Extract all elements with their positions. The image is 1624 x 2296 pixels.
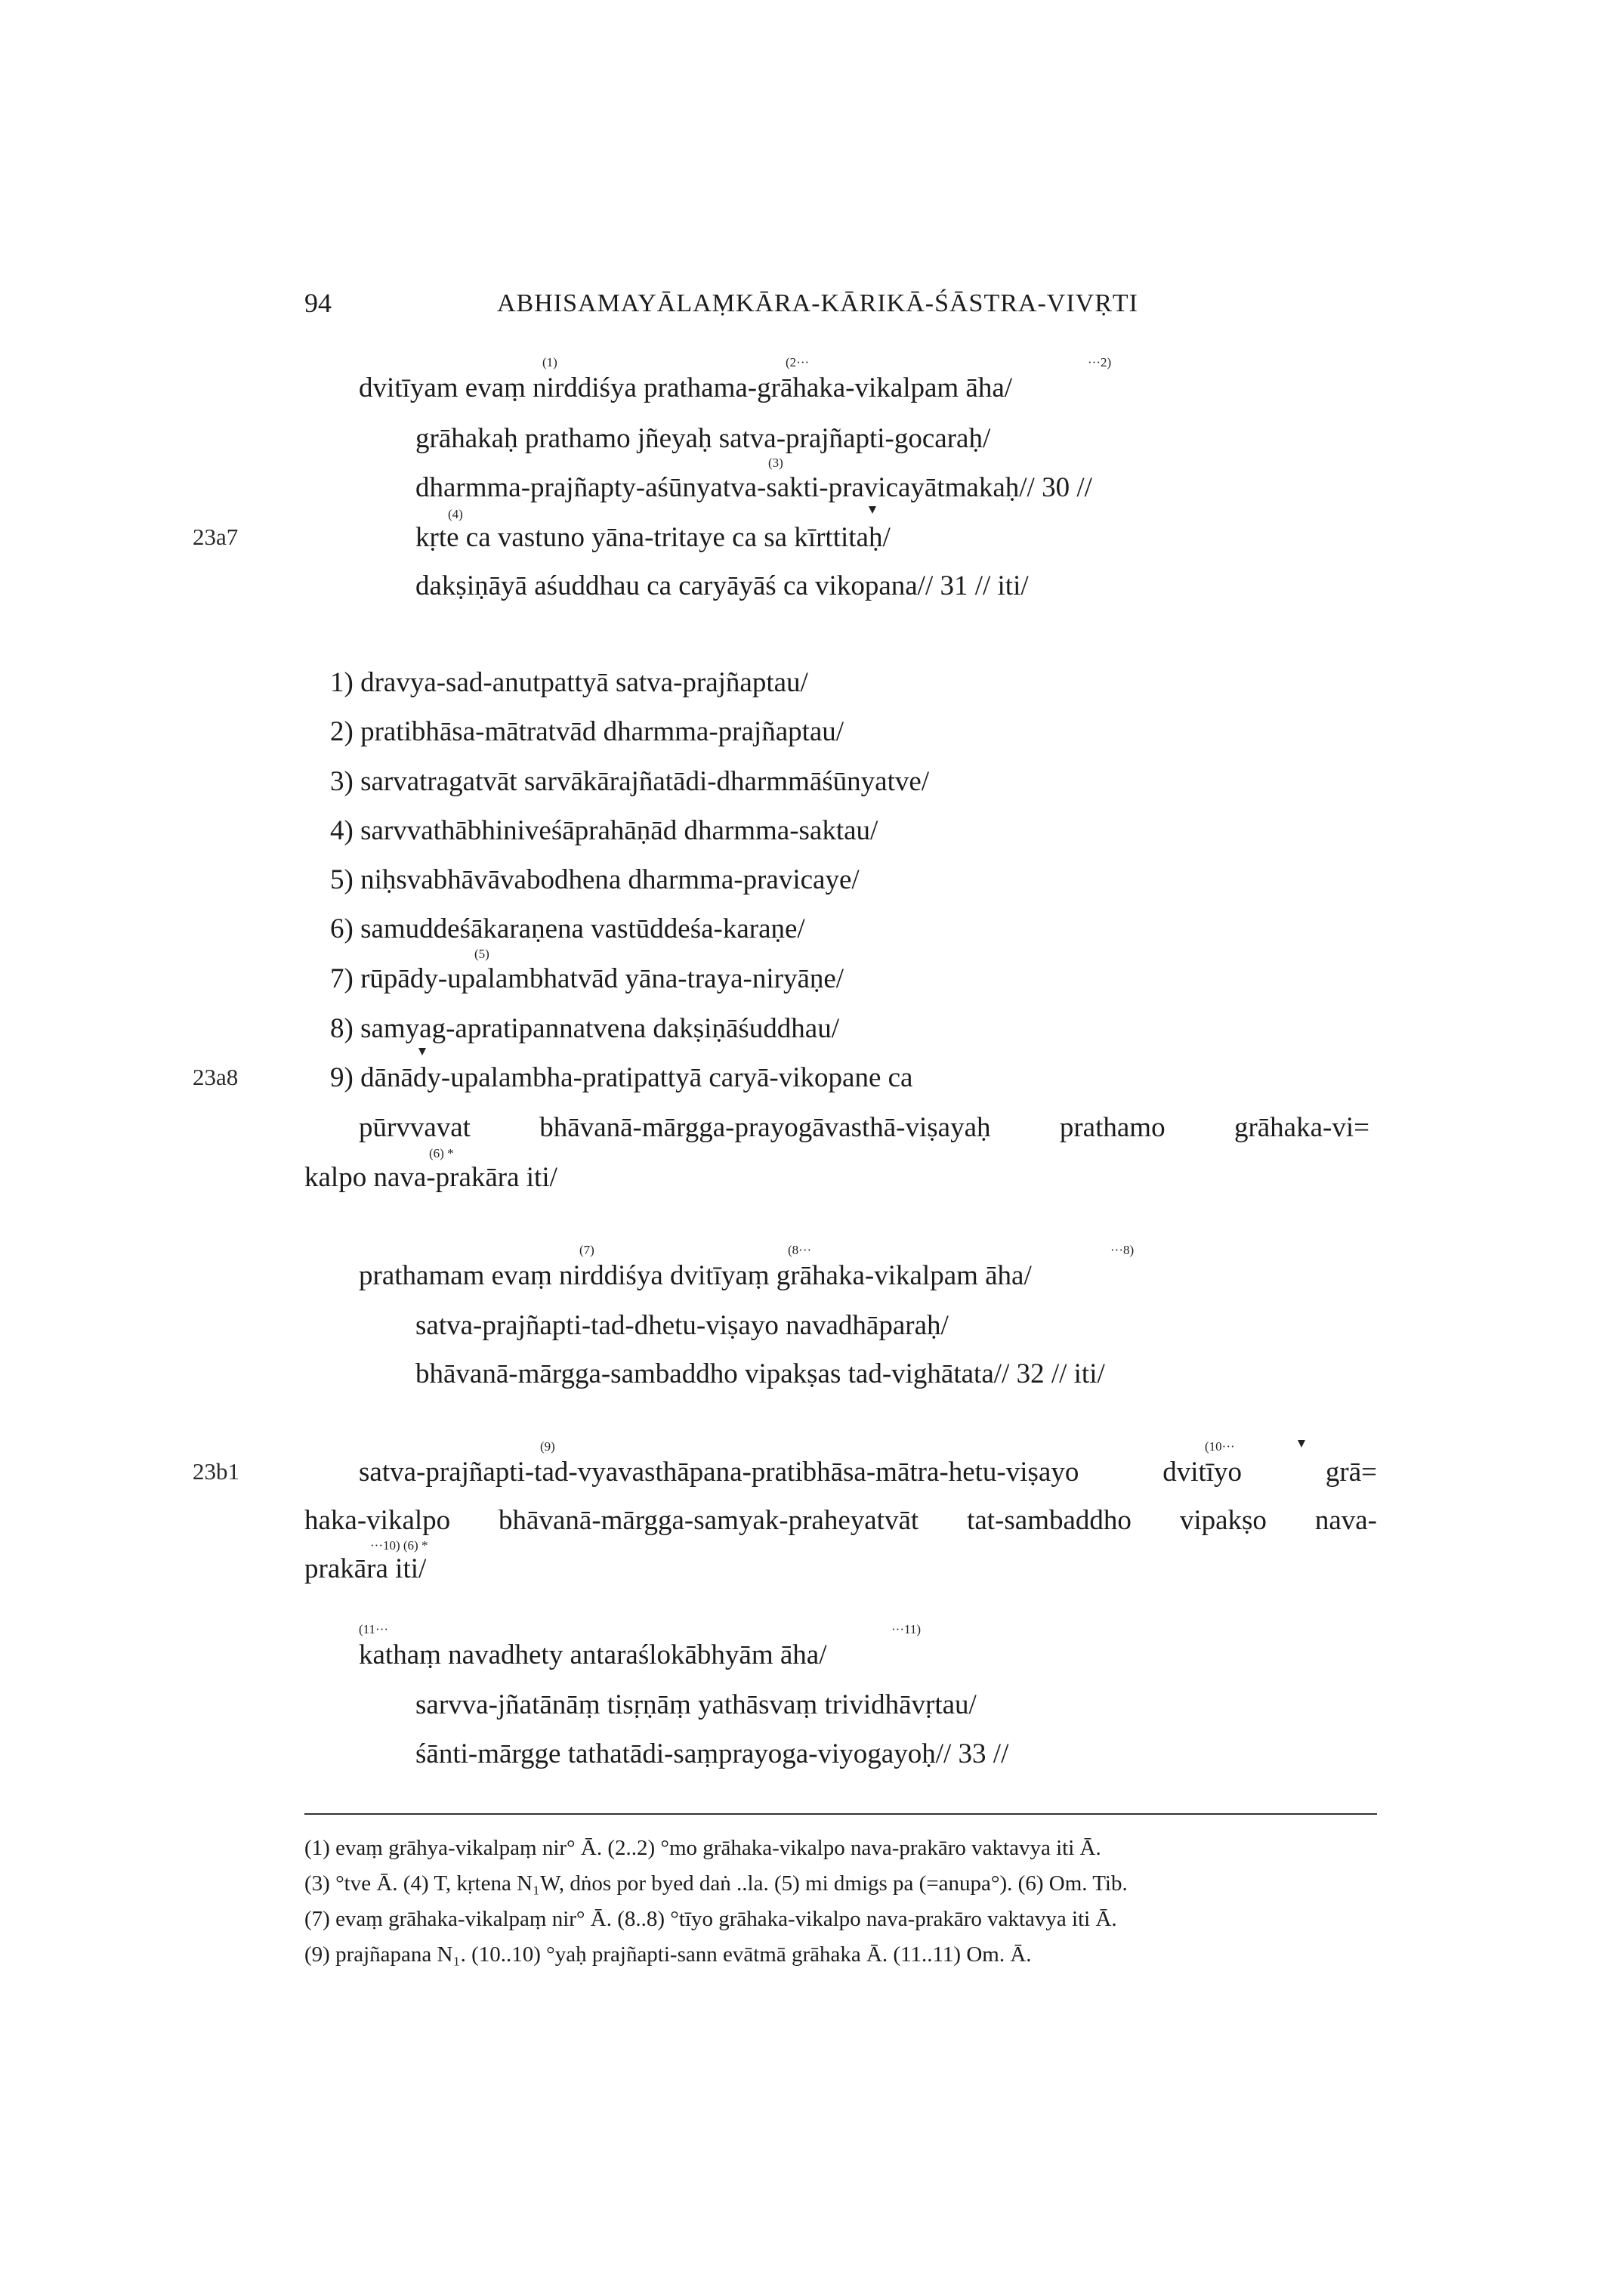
footnote-marker-4: (4) [448, 507, 463, 521]
list-item: 3) sarvatragatvāt sarvākārajñatādi-dharmmāśūnyatve/ [330, 766, 930, 797]
paragraph-line: prakāra iti/ [304, 1553, 427, 1584]
footnote-line: (9) prajñapana N₁. (10..10) °yaḥ prajñapti-sann evātmā grāhaka Ā. (11..11) Om. Ā. [304, 1942, 1032, 1967]
division-mark-icon [418, 1048, 426, 1055]
footnote-marker-10-open: (10··· [1205, 1439, 1235, 1454]
footnote-marker-10-close: ···10) (6) * [370, 1538, 428, 1553]
list-item: 1) dravya-sad-anutpattyā satva-prajñaptau/ [330, 667, 808, 698]
list-item: 8) samyag-apratipannatvena dakṣiṇāśuddhau/ [330, 1013, 839, 1044]
footnote-marker-8-close: ···8) [1110, 1243, 1135, 1257]
footnote-divider [304, 1813, 1377, 1815]
footnote-marker-5: (5) [474, 947, 489, 961]
page-number: 94 [304, 288, 332, 318]
paragraph-line: haka-vikalpo bhāvanā-mārgga-samyak-praheyatvāt tat-sambaddho vipakṣo nava- [304, 1505, 1377, 1536]
block3-intro: kathaṃ navadhety antaraślokābhyām āha/ [359, 1639, 827, 1670]
block1-intro: dvitīyam evaṃ nirddiśya prathama-grāhaka-vikalpam āha/ [359, 372, 1013, 403]
margin-ref: 23a7 [193, 524, 239, 550]
verse-line: bhāvanā-mārgga-sambaddho vipakṣas tad-vighātata// 32 // iti/ [415, 1358, 1105, 1389]
footnote-line: (1) evaṃ grāhya-vikalpaṃ nir° Ā. (2..2) °mo grāhaka-vikalpo nava-prakāro vaktavya iti Ā. [304, 1836, 1101, 1860]
list-item: 6) samuddeśākaraṇena vastūddeśa-karaṇe/ [330, 913, 805, 944]
verse-line: dakṣiṇāyā aśuddhau ca caryāyāś ca vikopana// 31 // iti/ [415, 570, 1029, 601]
footnote-marker-3: (3) [768, 456, 783, 470]
footnote-marker-9: (9) [540, 1439, 555, 1454]
verse-line: grāhakaḥ prathamo jñeyaḥ satva-prajñapti-gocaraḥ/ [415, 423, 991, 454]
list-item: 7) rūpādy-upalambhatvād yāna-traya-niryāṇe/ [330, 963, 844, 994]
footnote-marker-1: (1) [542, 355, 557, 369]
margin-ref: 23b1 [193, 1458, 239, 1485]
running-title: ABHISAMAYĀLAṂKĀRA-KĀRIKĀ-ŚĀSTRA-VIVṚTI [497, 289, 1138, 317]
margin-ref: 23a8 [193, 1064, 239, 1090]
list-item: 5) niḥsvabhāvāvabodhena dharmma-pravicaye/ [330, 864, 860, 895]
footnote-line: (7) evaṃ grāhaka-vikalpaṃ nir° Ā. (8..8) °tīyo grāhaka-vikalpo nava-prakāro vaktavya iti Ā. [304, 1907, 1117, 1931]
footnote-marker-7: (7) [579, 1243, 594, 1257]
list-item: 2) pratibhāsa-mātratvād dharmma-prajñaptau/ [330, 716, 844, 747]
block2-intro: prathamam evaṃ nirddiśya dvitīyaṃ grāhaka-vikalpam āha/ [359, 1260, 1032, 1291]
verse-line: sarvva-jñatānāṃ tisṛṇāṃ yathāsvaṃ trividhāvṛtau/ [415, 1689, 977, 1720]
paragraph-line: satva-prajñapti-tad-vyavasthāpana-pratibhāsa-mātra-hetu-viṣayo dvitīyo grā= [359, 1457, 1377, 1488]
footnote-marker-11-close: ···11) [891, 1622, 922, 1636]
paragraph-line: kalpo nava-prakāra iti/ [304, 1162, 557, 1193]
footnote-line: (3) °tve Ā. (4) T, kṛtena N₁W, dṅos por byed daṅ ..la. (5) mi dmigs pa (=anupa°). (6) Om. Tib. [304, 1871, 1128, 1896]
verse-line: dharmma-prajñapty-aśūnyatva-sakti-pravicayātmakaḥ// 30 // [415, 472, 1092, 503]
verse-line: kṛte ca vastuno yāna-tritaye ca sa kīrttitaḥ/ [415, 522, 891, 553]
paragraph-line: pūrvvavat bhāvanā-mārgga-prayogāvasthā-viṣayaḥ prathamo grāhaka-vi= [359, 1112, 1369, 1143]
footnote-marker-2-close: ···2) [1088, 355, 1112, 369]
footnote-marker-8-open: (8··· [788, 1243, 812, 1257]
division-mark-icon [869, 506, 876, 514]
division-mark-icon [1298, 1440, 1305, 1448]
footnote-marker-6: (6) * [429, 1146, 454, 1160]
footnote-marker-11-open: (11··· [359, 1622, 389, 1636]
list-item: 9) dānādy-upalambha-pratipattyā caryā-vikopane ca [330, 1062, 913, 1093]
list-item: 4) sarvvathābhiniveśāprahāṇād dharmma-saktau/ [330, 815, 878, 846]
footnote-marker-2-open: (2··· [786, 355, 810, 369]
verse-line: śānti-mārgge tathatādi-saṃprayoga-viyogayoḥ// 33 // [415, 1738, 1009, 1769]
verse-line: satva-prajñapti-tad-dhetu-viṣayo navadhāparaḥ/ [415, 1310, 949, 1341]
